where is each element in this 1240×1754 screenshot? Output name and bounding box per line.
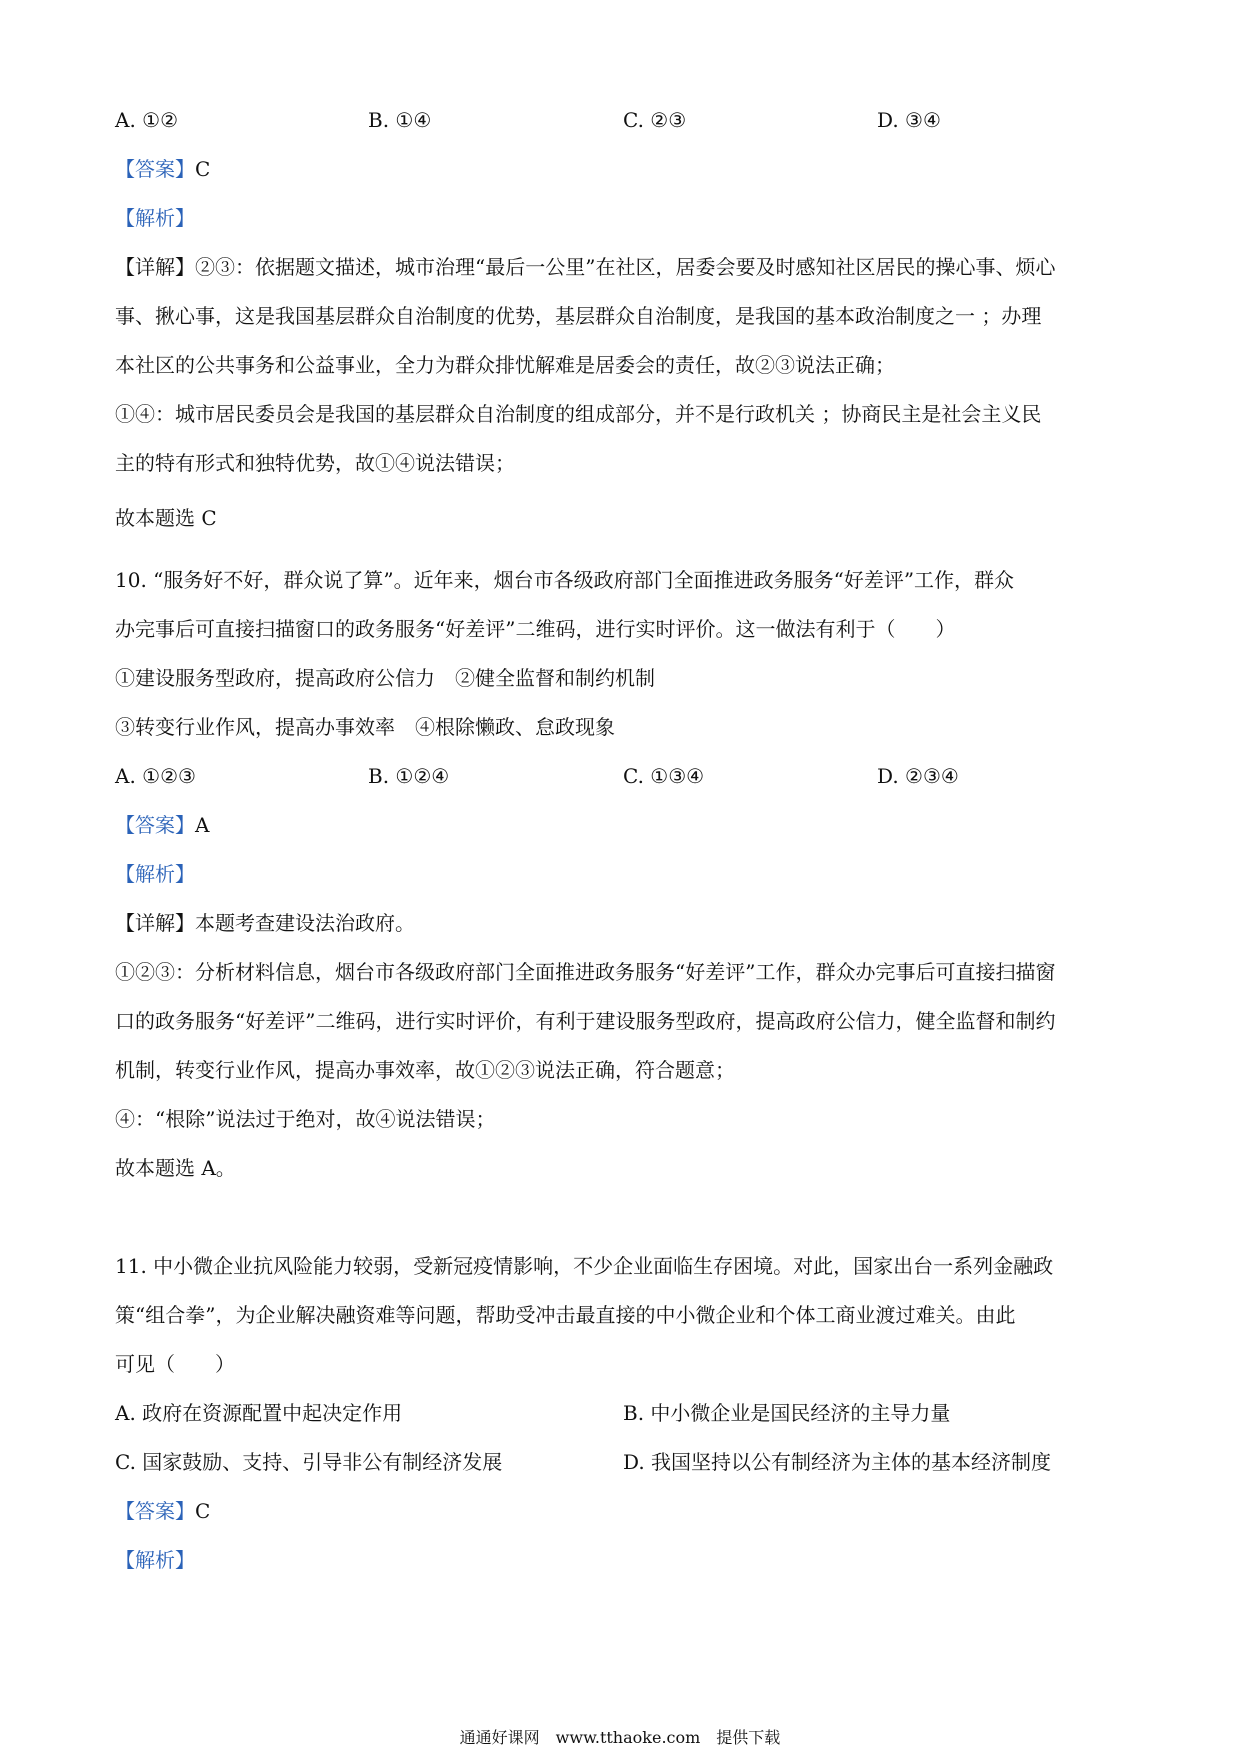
answer-value: A: [195, 813, 210, 837]
q10-item-line: ③转变行业作风，提高办事效率 ④根除懒政、怠政现象: [115, 715, 615, 739]
q10-option-b: B. ①②④: [368, 764, 450, 788]
q9-detail-line: 本社区的公共事务和公益事业，全力为群众排忧解难是居委会的责任，故②③说法正确；: [115, 353, 895, 377]
answer-tag: 【答案】: [115, 813, 195, 837]
q10-stem-line: 10. “服务好不好，群众说了算”。近年来，烟台市各级政府部门全面推进政务服务“好差评”工作，群众: [115, 568, 1015, 592]
q10-stem-line: 办完事后可直接扫描窗口的政务服务“好差评”二维码，进行实时评价。这一做法有利于（ ）: [115, 617, 956, 641]
q10-detail-line: 口的政务服务“好差评”二维码，进行实时评价，有利于建设服务型政府，提高政府公信力，健全监督和制约: [115, 1009, 1056, 1033]
q11-answer: [115, 1497, 1135, 1525]
q10-option-d: D. ②③④: [877, 764, 959, 788]
q11-stem-line: 11. 中小微企业抗风险能力较弱，受新冠疫情影响，不少企业面临生存困境。对此，国家出台一系列金融政: [115, 1254, 1054, 1278]
q10-conclusion: 故本题选 A。: [115, 1156, 236, 1180]
page-footer: 通通好课网 www.tthaoke.com 提供下载: [459, 1728, 781, 1747]
q11-option-b: B. 中小微企业是国民经济的主导力量: [623, 1401, 951, 1425]
q9-option-c: C. ②③: [623, 108, 687, 132]
q11-analysis-tag: 【解析】: [115, 1548, 195, 1572]
q9-detail-line: 事、揪心事，这是我国基层群众自治制度的优势，基层群众自治制度，是我国的基本政治制度之一 ；办理: [115, 304, 1042, 328]
q9-conclusion: 故本题选 C: [115, 506, 217, 530]
q10-option-c: C. ①③④: [623, 764, 705, 788]
q11-option-a: A. 政府在资源配置中起决定作用: [115, 1401, 403, 1425]
q9-option-d: D. ③④: [877, 108, 941, 132]
q10-item-line: ①建设服务型政府，提高政府公信力 ②健全监督和制约机制: [115, 666, 655, 690]
q9-analysis-tag: 【解析】: [115, 206, 195, 230]
q11-stem-line: 策“组合拳”，为企业解决融资难等问题，帮助受冲击最直接的中小微企业和个体工商业渡过难关。由此: [115, 1303, 1016, 1327]
q10-detail-line: ①②③：分析材料信息，烟台市各级政府部门全面推进政务服务“好差评”工作，群众办完事后可直接扫描窗: [115, 960, 1056, 984]
q10-answer: [115, 811, 1135, 839]
answer-value: C: [195, 157, 211, 181]
q10-option-a: A. ①②③: [115, 764, 196, 788]
q9-option-a: A. ①②: [115, 108, 179, 132]
q11-stem-line: 可见（ ）: [115, 1352, 235, 1376]
q11-option-d: D. 我国坚持以公有制经济为主体的基本经济制度: [623, 1450, 1052, 1474]
q9-detail-line: 主的特有形式和独特优势，故①④说法错误；: [115, 451, 515, 475]
answer-value: C: [195, 1499, 211, 1523]
q10-analysis-tag: 【解析】: [115, 862, 195, 886]
q9-detail-line: ①④：城市居民委员会是我国的基层群众自治制度的组成部分，并不是行政机关 ；协商民主是社会主义民: [115, 402, 1042, 426]
answer-tag: 【答案】: [115, 1499, 195, 1523]
q9-detail-line: 【详解】②③：依据题文描述，城市治理“最后一公里”在社区，居委会要及时感知社区居民的操心事、烦心: [115, 255, 1056, 279]
q9-option-b: B. ①④: [368, 108, 432, 132]
q10-detail-line: 机制，转变行业作风，提高办事效率，故①②③说法正确，符合题意；: [115, 1058, 735, 1082]
q11-option-c: C. 国家鼓励、支持、引导非公有制经济发展: [115, 1450, 503, 1474]
q10-detail-line: ④：“根除”说法过于绝对，故④说法错误；: [115, 1107, 496, 1131]
answer-tag: 【答案】: [115, 157, 195, 181]
q9-answer: [115, 155, 1135, 183]
q10-detail-line: 【详解】本题考查建设法治政府。: [115, 911, 415, 935]
